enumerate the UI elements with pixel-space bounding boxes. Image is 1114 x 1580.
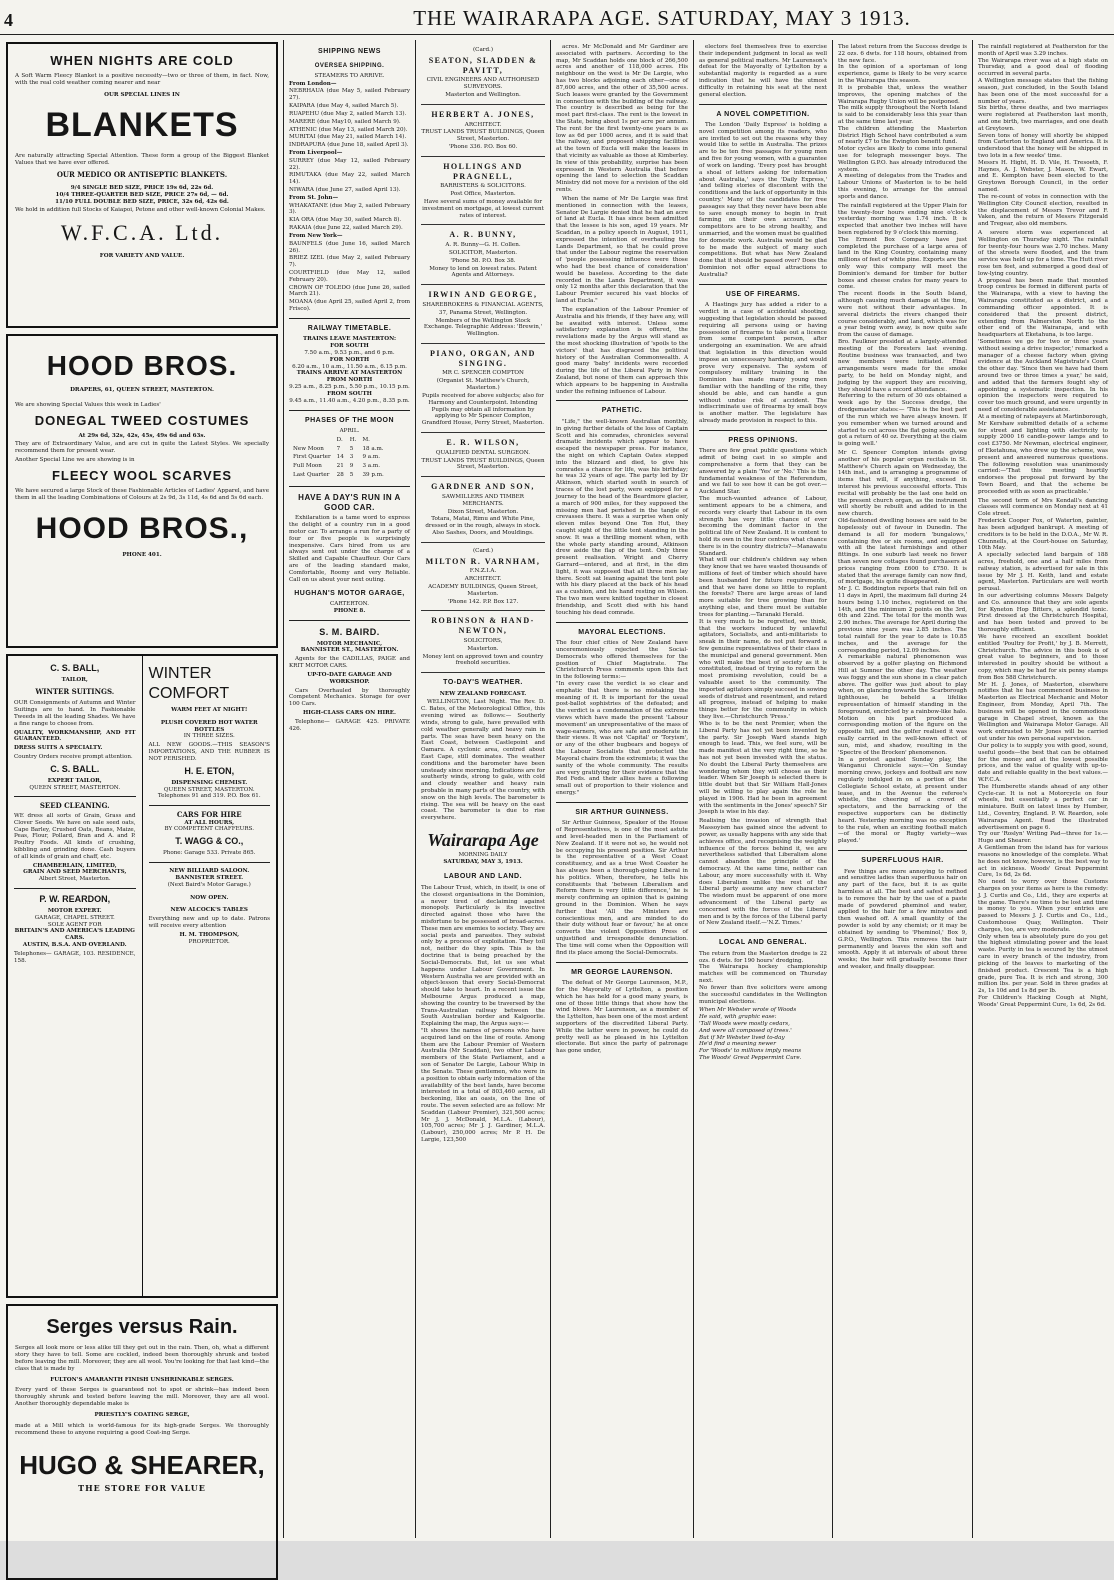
article-body: The four chief cities of New Zealand have unceremoniously rejected the Social-Democrats who offered themselves for the position of Chief Magistrate. The Christchurch Press comments upon this fact in the following terms:— "In every case the verdict is so clear and emphatic that there is no mistaking the meaning of it. It is important for the usual post-ballot sophistries of the defeated; and the verdict is a condemnation of the extreme views which have made the present 'Labour movement' an unrepresentative of the mass of wage-earners, who are safe and moderate in their views. It was not 'Capital' or 'Toryism', or any of the other bugbears and bogeys of the Labour Socialists that protected the Mayoral chairs from the extremists; it was the sanity of the whole community. The results are very gratifying for their evidence that the Red Feds. and their allies have a following small out of proportion to their violence and energy.": [556, 640, 688, 796]
card-line: SHAREBROKERS & FINANCIAL AGENTS,: [422, 301, 544, 308]
card-line: Have several sums of money available for investment on mortgage, at lowest current rates of interest.: [422, 198, 544, 219]
reardon-telephone: Telephones— GARAGE, 103. RESIDENCE, 158.: [14, 950, 136, 964]
ship-entry: SURREY (due May 12, sailed February 22).: [289, 157, 410, 171]
card-name: E. R. WILSON,: [446, 437, 520, 447]
small-ads-left: [8, 656, 143, 1296]
cards-column: [421, 42, 545, 1536]
billiard-head: NEW BILLIARD SALOON.: [169, 868, 250, 875]
ad-text: Exhilaration is a tame word to express the delight of a country run in a good motor car. To arrange a run for a party of four or five people is surprisingly inexpensive. Cars hired from us are always sent out under the charge of a Skilled and Capable Chauffeur. Our Cars are of the leading standard make, Comfortable, Roomy and very Reliable. Call on us about your next outing.: [289, 515, 410, 583]
ad-text: HIGH-CLASS CARS ON HIRE.: [302, 709, 397, 716]
ball-dress: DRESS SUITS A SPECIALTY.: [14, 745, 103, 752]
seed-address: Albert Street, Masterton.: [38, 876, 111, 883]
article-body: Realising the invasion of strength that Massoyism has gained since the advent to power, as usually happens with any side that achieves office, and recognising the weighty influence of the forces behind it, we are nevertheless satisfied that Liberalism alone cannot abandon the principle of the democracy. At the same time, neither can Labour, any more successfully with it. Why does Liberalism unlike the rest of the Liberal party assume any new character? The wisdom must be apparent of one more advancement of the Liberal party as concerned with the forces of the Liberal men and is by the forces of the Liberal party of New Zealand itself.—'N.Z. Times.': [699, 818, 829, 927]
card-line: 'Phone 58. P.O. Box 38.: [450, 257, 516, 264]
eton-address: QUEEN STREET, MASTERTON.: [163, 786, 255, 793]
ship-entry: BRIEZ IZEL (due May 2, sailed February 7).: [289, 255, 410, 269]
card-name: ROBINSON & HAND-NEWTON,: [431, 616, 535, 636]
ship-entry: BAUNFELS (due June 16, sailed March 26).: [289, 240, 410, 254]
section-heading: SIR ARTHUR GUINNESS.: [575, 808, 669, 816]
timetable-times: 7.50 a.m., 9.53 p.m., and 6 p.m.: [304, 350, 395, 356]
winter-body: ALL NEW GOODS.—THIS SEASON'S IMPORTATIONS, AND THE RUBBER IS NOT PERISHED.: [148, 742, 270, 762]
hugo-shearer-ad: [6, 1304, 278, 1580]
small-ads-block: [6, 654, 278, 1298]
card-line: TRUST LANDS TRUST BUILDINGS, Queen Street, Masterton.: [421, 457, 545, 471]
card-line: QUALIFIED DENTAL SURGEON.: [435, 449, 531, 456]
reardon-agent: SOLE AGENT FOR: [47, 921, 102, 928]
professional-card: [421, 47, 545, 105]
ad-headline: HAVE A DAY'S RUN IN A GOOD CAR.: [298, 492, 401, 512]
billiard-address: BANNISTER STREET.: [175, 874, 244, 881]
article-body: Few things are more annoying to refined and sensitive ladies than superfluous hair on any part of the face, but it is as quite harmless at all. The best and safest method is to remove the hair by the use of a paste made of powdered pheminol and water, applied to the hair for a few minutes and then washed off. A small quantity of the powder is sold by any chemist; or it may be obtained by sending to 'Pheminol,' Box 9, G.P.O., Wellington. This removes the hair permanently and leaves the skin soft and smooth. Apply it at intervals of about three weeks; the hair will gradually become finer and weaker, and finally disappear.: [838, 868, 967, 970]
card-label: (Card.): [472, 547, 493, 554]
column-divider: [283, 40, 284, 1538]
ad-text: Every yard of these Serges is guaranteed not to spot or shrink—has indeed been thoroughly shrunk and tested before leaving the mill. Moreover, they are all wool. Another thoroughly dependable make is: [15, 1387, 269, 1408]
ball-trade: TAILOR,: [61, 676, 88, 683]
timetable-label: FROM NORTH: [326, 377, 373, 384]
ad-footer: FOR VARIETY AND VALUE.: [99, 253, 185, 259]
eton-telephone: Telephones 91 and 319. P.O. Box 61.: [157, 793, 261, 800]
card-line: CIVIL ENGINEERS AND AUTHORISED SURVEYORS.: [426, 77, 540, 91]
article-body: "Life," the well-known Australian monthly, in giving further details of the loss of Captain Scott and his comrades, chronicles several dramatic incidents which appear to have escaped the newspaper press. For instance, the night on which Captain Oates stepped into the blizzard and died, to give his comrades a chance for life, was his birthday; he was 32 years of age. The party led by Dr Atkinson, which started south in search of traces of the lost party, were equipped for a journey to the head of the Beardmore glacier, a march of 900 miles, for they supposed the missing men had perished in the tangle of crevasses there. It was a surprise when only eleven miles beyond One Ton Hut, they caught sight of the little tent standing in the snow. It was a thrilling moment when, with the whole party standing around, Atkinson drew aside the flap of the tent. Only three present realisation. Wright and Cherry Garrard—entered, and at first, in the dim light, it was supposed that all three men lay there. Scott sat leaning against the tent pole with his diary placed at the back of his head as a cushion, and his hand resting on Wilson. The two men were knitted together in closest friendship, and Scott died with his hand touching his dead comrade.: [556, 418, 688, 616]
ad-lines-title: OUR SPECIAL LINES IN: [104, 92, 180, 99]
ball-expert: EXPERT TAILOR,: [47, 777, 102, 784]
ad-business-name: HUGO & SHEARER,: [19, 1450, 265, 1481]
article-body: The second term of Mrs Kendall's dancing classes will commence on Monday next at 41 Cole street. Frederick Cooper Fox, of Waterton, painter, has been adjudged bankrupt. A meeting of creditors is to be held in the D.O.A., Mr W. R. Chunnells, at the Court-house on Saturday, 10th May. A specially selected land bargain of 188 acres, freehold, one and a half miles from railway station, is advertised for sale in this issue by Mr J. H. Keith, land and estate agent, Masterton. Particulars are well worth perusal. In our advertising columns Messrs Dalgety and Co. announce that they are sole agents for Kyneton Hop Bitters, a splendid tonic. Pirst dressed at the Christchurch Hospital, and has been tested and proved to be thoroughly efficient. We have received an excellent booklet entitled 'Poultry for Profit,' by J. B. Merrett, Christchurch. The advice in this book is of great value to beginners, and to those interested in poultry should be without a copy, which may be had for six penny stamps from Box 588 Christchurch. Mr H. J. Jones, of Masterton, elsewhere notifies that he has commenced business in Masterton as Electrical Mechanic and Motor Engineer, from Monday, April 7th. The business will be opened in the commodious garage in Chapel street, known as the Wellington and Wairarapa Motor Garage. All work entrusted to Mr Jones will be carried out under his own personal supervision. Our policy is to supply you with good, sound, useful goods—the best that can be obtained for the money and at the lowest possible prices, and the value of quality with up-to-date and reliable quality in the best values.—W.F.C.A. The Humberette stands ahead of any other Cycle-car. It is not a Motorcycle on four wheels, but essentially a perfect car in miniature. Built on latest lines by Humber, Ltd., Coventry, England. P. W. Reardon, sole Wairarapa Agent. Read the illustrated advertisement on page 6. Try our 'Roslyn' Writing Pad—three for 1s.—Hugo and Shearer. A Gentleman from the island has for various reasons no knowledge of the complete. What he does not know, however, is the best way to act in sickness. Woods' Great Peppermint Cure, 1s 6d, 2s 6d. No need to worry over those Customs charges on your items as here is the remedy: J. J. Curtis and Co., Ltd., they are experts at the game. There's no time to be lost and time is money to you. When your entries are passed to Messrs J. J. Curtis and Co., Ltd., Customhouse Quay, Wellington. Their charges, too, are very moderate. Only when tea is absolutely pure do you get the highest stimulating power and the least waste. Purity in tea is secured by the utmost care in every branch of the industry, from picking of the leaves to marketing of the finished product. Crescent Tea is a high grade, pure Tea. It is rich and strong, 300 million lbs. per year. Sold in three grades at 2s, 1s 10d and 1s 8d per lb. For Children's Hacking Cough at Night, Woods' Great Peppermint Cure, 1s 6d, 2s 6d.: [978, 497, 1108, 1008]
moon-month: APRIL.: [339, 428, 360, 435]
seed-body: WE dress all sorts of Grain, Grass and Clover Seeds. We have on sale seed oats, Cape Barley, Crushed Oats, Beans, Maize, Peas, Flour, Pollard, Bran and A. and P. Poultry Foods. All kinds of crushing, kibbling and grinding done. Cash buyers of all kinds of grain and chaff, etc.: [14, 812, 136, 860]
ship-entry: RAKAIA (due June 22, sailed March 29).: [289, 225, 403, 232]
column-divider: [693, 40, 694, 1538]
weather-report: WELLINGTON, Last Night. The Rev. D. C. Bates, of the Meteorological Office, this evening wired as follows:— Southerly winds, strong to gale, have prevailed with cold weather generally and heavy rain in parts. The seas have been heavy on the East Coast, between Castlepoint and Oamaru. A cyclonic area, centred about East Cape, still dominates. The weather conditions and the barometer have been unsteady since morning. Indications are for southerly winds, strong to gale, with cold and cloudy weather and heavy rain probable in many parts of the country, with snow on the high levels. The barometer is rising. The sea will be heavy on the east coast. The barometer is due to rise everywhere.: [421, 699, 545, 822]
card-line: Pupils received for above subjects; also for Harmony and Counterpoint. Intending Pupils may obtain all information by applying to Mr Spencer Compton, Grandford House, Perry Street, Masterton.: [421, 392, 545, 427]
ship-entry: ATHENIC (due May 13, sailed March 20).: [289, 126, 408, 133]
card-name: HERBERT A. JONES,: [431, 109, 535, 119]
moon-table: [289, 435, 388, 481]
article-body: A Hastings jury has added a rider to a verdict in a case of accidental shooting, suggesting that legislation should be passed requiring all persons using or having possession of firearms to take out a licence from some competent person, after undergoing an examination. We are afraid that legislation in this direction would impose an unnecessary hardship, and would prove very expensive. The system of compulsory military training in the Dominion has made many young men familiar with the handling of the rifle, they should be able, and can handle a gun without undue risk of accident. The indiscriminate use of firearms by small boys is another matter. The legislature has already made provision in respect to this.: [699, 302, 827, 425]
ad-business-name: HUGHAN'S MOTOR GARAGE,: [294, 589, 405, 597]
wfca-blankets-ad: [6, 42, 278, 328]
timetable-label: TRAINS LEAVE MASTERTON:: [302, 336, 397, 343]
route-label: From New York—: [289, 232, 343, 239]
card-line: MR C. SPENCER COMPTON: [442, 370, 524, 377]
card-name: IRWIN AND GEORGE,: [428, 290, 538, 300]
ad-product: DONEGAL TWEED COSTUMES: [34, 412, 250, 428]
ball-body: OUR Consignments of Autumn and Winter Suitings are to hand. In Fashionable Tweeds in all the leading Shades. We have a fine range to choose from.: [14, 700, 136, 727]
paper-name: Wairarapa Age: [427, 830, 539, 851]
paper-date: SATURDAY, MAY 3, 1913.: [443, 858, 523, 865]
card-line: 37, Panama Street, Wellington.: [438, 309, 528, 316]
ad-product: FLEECY WOOL SCARVES: [51, 467, 233, 483]
card-line: ACADEMY BUILDINGS, Queen Street, Masterton.: [428, 583, 538, 597]
section-heading: TO-DAY'S WEATHER.: [443, 679, 523, 687]
professional-card: [421, 548, 545, 612]
article-body: acres. Mr McDonald and Mr Gardiner are associated with partners. According to the map, Mr Scaddan holds one block of 266,500 acres and another of 118,000 acres. His neighbour on the west is Mr De Largie, who has two blocks adjoining each other—one of 87,600 acres, and the other of 35,500 acres. Such leases were granted by the Government in connection with the building of the railway. The country is described as being for the most part first-class. The rent is the lowest in the State, being about 1s per acre per annum. The rent for the first twenty-one years is as low as 6d per 1000 acres, and it is said that the railway, and proposed shipping facilities at the town of Eucla will make the leases in that vicinity as valuable as those at Kimberley. In view of this probability, surprise has been expressed in Western Australia that before opening the land to selection the Scaddan Ministry did not move for a revision of the old rents.: [556, 44, 688, 194]
professional-card: [421, 482, 545, 543]
wagg-name: T. WAGG & CO.,: [175, 836, 244, 847]
hire-head: CARS FOR HIRE: [176, 810, 242, 820]
section-heading: MAYORAL ELECTIONS.: [578, 628, 666, 636]
ad-intro: A Soft Warm Fleecy Blanket is a positive necessity—two or three of them, in fact. Now, with the real cold weather coming nearer and near: [15, 72, 269, 86]
ship-entry: KIA ORA (due May 30, sailed March 8).: [289, 217, 402, 224]
ad-text: Serges all look more or less alike till they get out in the rain. Then, oh, what a different story they have to tell. Some are cockled, indeed been thoroughly shrunk and tested before leaving the mill. Moreover, they are all wool. You're looking for that last kind—the class that is made by: [15, 1345, 269, 1372]
route-label: From London—: [289, 80, 337, 87]
ship-entry: INDRAPURA (due June 18, sailed April 3).: [289, 142, 409, 149]
ad-text: Cars Overhauled by thoroughly Competent Mechanics. Storage for over 100 Cars.: [289, 687, 410, 708]
ad-telephone: Telephone— GARAGE 425. PRIVATE 426.: [289, 718, 410, 732]
eton-trade: DISPENSING CHEMIST.: [171, 779, 248, 786]
ball-name: C. S. BALL.: [50, 763, 100, 774]
moon-row: Last Quarter 28 5 39 p.m.: [293, 472, 384, 479]
ad-trade: MOTOR MECHANIC,: [316, 640, 383, 647]
card-line: F.N.Z.I.A.: [469, 568, 497, 575]
winter-head: WINTER COMFORT: [148, 665, 230, 702]
timetable-times: 9.45 a.m., 11.40 a.m., 4.20 p.m., 8.35 p.m.: [289, 397, 410, 404]
ad-tagline: THE STORE FOR VALUE: [78, 1483, 206, 1494]
section-heading: RAILWAY TIMETABLE.: [307, 324, 392, 332]
card-name: GARDNER AND SON,: [431, 482, 535, 492]
reardon-address: GARAGE, CHAPEL STREET.: [34, 914, 115, 921]
card-name: A. R. BUNNY,: [449, 230, 517, 240]
ad-brand: PRIESTLY'S COATING SERGE,: [94, 1411, 190, 1418]
editorial-column: [556, 42, 688, 1536]
card-name: HOLLINGS AND PRAGNELL,: [443, 161, 523, 181]
section-subheading: OVERSEA SHIPPING.: [314, 62, 385, 69]
article-body: When the name of Mr De Largie was first mentioned in connection with the leases, Senator De Largie denied that he had an acre of land at Eucla. It has since been admitted that the lessee is his son, aged 19 years. Mr Scaddan, in a policy speech in August, 1911, expressed the intention of overhauling the Lands Department, so that he could prove that under the Labour regime the reservation of 'people possessing influence were those who had the best chance of consideration' would be baseless. According to the date recorded in the Lands Department, it was only 12 months after this declaration that the Labour Premier secured his vast blocks of land at Eucla.": [556, 195, 688, 305]
moon-row: First Quarter 14 3 9 a.m.: [293, 454, 380, 461]
ad-address: CARTERTON.: [330, 601, 369, 608]
card-line: TRUST LANDS TRUST BUILDINGS, Queen Street, Masterton.: [421, 129, 545, 143]
paper-subtitle: MORNING DAILY: [458, 852, 508, 859]
ad-address: DRAPERS, 61, QUEEN STREET, MASTERTON.: [70, 387, 214, 394]
billiard-next: (Next Baird's Motor Garage.): [167, 881, 251, 888]
card-line: BARRISTERS & SOLICITORS.: [440, 183, 526, 190]
card-line: ARCHITECT.: [464, 121, 502, 128]
card-name: MILTON R. VARNHAM,: [425, 556, 541, 566]
professional-card: [421, 349, 545, 433]
page-number: 4: [4, 10, 13, 30]
timetable-times: 9.25 a.m., 8.25 p.m., 5.50 p.m., 10.15 p.m.: [289, 384, 410, 391]
card-line: Money to lend on lowest rates. Patent Agents and Attorneys.: [429, 265, 537, 279]
reardon-trade: MOTOR EXPERT.: [47, 908, 102, 915]
section-heading: LOCAL AND GENERAL.: [719, 939, 807, 947]
ad-phone: PHONE 8.: [333, 607, 366, 614]
card-name: SEATON, SLADDEN & PAVITT,: [428, 55, 538, 75]
timetable-label: FOR SOUTH: [330, 343, 369, 350]
section-heading: MR GEORGE LAURENSON.: [571, 968, 673, 976]
ad-address: BANNISTER ST., MASTERTON.: [300, 647, 399, 654]
ad-text: Another Special Line we are showing is in: [15, 457, 135, 464]
section-heading: SHIPPING NEWS: [318, 48, 381, 55]
section-heading: PHASES OF THE MOON: [304, 416, 395, 424]
ad-price: 11/10 FULL DOUBLE BED SIZE, PRICE, 32s 6d, 42s 6d.: [55, 198, 229, 205]
moon-col-header: D.: [336, 436, 343, 443]
article-body: A severe storm was experienced at Wellington on Thursday night. The rainfall for twenty-four hours was 2.70 inches. Many of the streets were flooded, and the tram service was held up for a time. The Hutt river rose ten feet, and submerged a good deal of low-lying country. A proposal has been made that mounted troop centres be formed in different parts of the Wairarapa, with a view to having the Wairarapa constituted as a district, and a commanding officer appointed. It is considered that the present district, extending from Palmerston North to the other end of the Wairarapa, and with headquarters at Eketahuna, is too large. 'Sometimes we go for two or three years without seeing a drive inspector,' remarked a manager of a cheese factory when giving evidence at the Auckland Magistrate's Court the other day. 'Since then we have had them around two or three times a year,' he said, and added that the farmers fought shy of appointing a systematic inspection. In his opinion the inspectors were required to cover too much ground, and were urgently in need of considerable assistance. At a meeting of ratepayers at Martinborough, Mr Kershaw submitted details of a scheme for street and lighting with electricity to supply 2000 16 candle-power lamps and to cost £3750. Mr Newman, electrical engineer, of Eketahuna, who drew up the scheme, was present and answered numerous questions. The following resolution was unanimously carried:—'That this meeting heartily endorses the proposal put forward by the Town Board, and that the scheme be proceeded with as soon as practicable.': [978, 229, 1108, 495]
professional-card: [421, 110, 545, 157]
card-line: A. R. Bunny—G. H. Collen.: [445, 242, 521, 249]
card-line: Members of the Wellington Stock Exchange. Telegraphic Address: 'Brewin,' Wellington.: [423, 317, 543, 338]
article-body: The rainfall registered at Featherston for the month of April was 3.29 inches. The Wairarapa river was at a high state on Thursday, and a good deal of flooding occurred in several parts. A Wellington message states that the fishing season, just concluded, in the South Island has been one of the most successful for a number of years. Six births, three deaths, and two marriages were registered at Featherston last month, and one birth, two marriages, and one death at Greytown. Seven tons of honey will shortly be shipped from Carterton to England and America. It is understood that the honey will be shipped in two lots in a few weeks' time. Messrs H. Hight, H. D. Vile, H. Tresoeth, F. Haynes, A. J. Webster, J. Mason, W. Ewart, and E. Kempton have been elected to the Greytown Borough Council, in the order named. The re-count of votes in connection with the Wellington City Council election, resulted in the displacement of Messrs Trevor and F. Vaken, and the return of Messrs Fitzgerald and Tregear, also old members.: [978, 44, 1108, 228]
card-label: (Card.): [472, 47, 493, 53]
moon-row: New Moon 7 5 18 a.m.: [293, 445, 384, 452]
hood-bros-ad: [6, 334, 278, 648]
reardon-makes: AUSTIN, B.S.A. AND OVERLAND.: [22, 942, 127, 949]
local-news-column: [978, 42, 1108, 1536]
ad-headline: WHEN NIGHTS ARE COLD: [50, 53, 234, 68]
ad-text: They are of Extraordinary Value, and are cut in quite the Latest Styles. We specially recommend them for present wear.: [15, 441, 269, 455]
reardon-name: P. W. REARDON,: [39, 894, 111, 905]
card-line: SOLICITOR, Masterton.: [448, 249, 518, 256]
professional-cards: [421, 47, 545, 673]
column-divider: [832, 40, 833, 1538]
column-divider: [550, 40, 551, 1538]
ship-entry: MURITAI (due May 21, sailed March 14).: [289, 134, 407, 141]
shipping-column: [289, 42, 410, 1536]
ad-phone: PHONE 401.: [122, 551, 162, 558]
article-body: Sir Arthur Guinness, Speaker of the House of Representatives, is one of the most astute and level-headed men in the Parliament of New Zealand. If it were not so, he would not be occupying his present position. Sir Arthur is the representative of a West Coast constituency, and as a true West Coaster he has always been a thorough-going Liberal in his politics. When, therefore, he tells his constituents that 'between Liberalism and Reform there is very little difference,' he is merely confirming an opinion that is gaining ground in the Dominion. When he says further that 'All the Ministers are conscientious men, and are minded to do their duty without fear or favour,' he at once converts the violent Opposition Press of unjustified and irresponsible denunciation. The time will come when the Opposition will find its place among the Social-Democrats.: [556, 820, 688, 956]
ad-text: Agents for the CADILLAS, PAIGE and KRIT MOTOR CARS.: [289, 656, 410, 670]
verse: When Mr Webster wrote of Woods He said, with graphic ease: 'Tall Woods were mostly cedars, And were all composed of trees.' But if Mr Webster lived to-day He'd find a meaning newer For 'Woods' to millions imply means The Woods' Great Peppermint Cure.: [699, 1007, 802, 1061]
ship-entry: WHAKATANE (due May 2, sailed February 3).: [289, 202, 410, 216]
article-body: The London 'Daily Express' is holding a novel competition among its readers, who are invited to set out the reasons why they would like to settle in Australia. The prizes are to be ten free passages for young men and five for young women, with a guarantee of work on landing. 'Every post has brought a shoal of letters asking for information about Australia,' says the 'Daily Express,' 'and telling stories of discontent with the conditions and the lack of opportunity in this country.' Many of the candidates for free passages say that they never have been able to save enough money to begin in fruit farming on their own account.' The competitors are to be strong healthy, and unmarried, and the women must be qualified for domestic work. Australia would be glad to be made the subject of many such competitions. But what has New Zealand done that it should be passed over? Does the Dominion not offer equal attractions to Australia?: [699, 122, 828, 278]
section-heading: SUPERFLUOUS HAIR.: [861, 857, 944, 865]
small-ads-right: [143, 656, 277, 1296]
ad-subhead: OUR MEDICO OR ANTISEPTIC BLANKETS.: [56, 170, 228, 180]
ball-address: QUEEN STREET, MASTERTON.: [29, 784, 121, 791]
article-body: The Labour Trust, which, in itself, is one of the closest organisations in the Dominion, a never tired of declaiming against monopoly. Particularly is its invective directed against those who have the misfortune to be possessed of broad-acres. These men are enemies to society. They are social pests and parasites. They subsist only by a process of exploitation. They toil not, neither do they spin. This is the doctrine that is being preached by the Social-Democrats. But, let us see what happens under Labour Government. In Western Australia we are provided with an object-lesson that every Social-Democrat should take to heart. In a recent issue the Melbourne Argus produced a map, showing the country to be traversed by the Trans-Australian railway between the South Australian border and Kalgoorlie. Explaining the map, the Argus says:— "It shows the names of persons who have acquired land on the line of route. Among them are the Labour Premier of Western Australia (Mr Scaddan), two other Labour members of the State Parliament, and a son of Senator De Largie, Labour Whip in the Senate. These gentlemen, who were in a position to obtain early information of the availability of the best lands, have become interested in a total of 803,460 acres, all beckoning, like an oasis, on the line of route. The seven selected are as follow: Mr Scaddan (Labour Premier), 321,500 acres; Mr J. J. McDonald, M.L.A. (Labour), 105,700 acres; Mr J. J. Gardiner, M.L.A. (Labour), 250,000 acres; Mr P. H. De Largie, 123,500: [421, 884, 545, 1144]
winter-sizes: IN THREE SIZES.: [183, 733, 235, 740]
card-line: Money lent on approved town and country freehold securities.: [422, 653, 544, 667]
article-body: The latest return from the Success dredge is 22 ozs. 6 dwts. for 118 hours, obtained from the new face. In the opinion of a sportsman of long experience, game is likely to be very scarce in the Wairarapa this season. It is probable that, unless the weather improves, the opening matches of the Wairarapa Rugby Union will be postponed. The milk supply throughout the North Island is said to be considerably less this year than at the same time last year. The children attending the Masterton District High School have contributed a sum of nearly £7 to the Ewington benefit fund. Motor cycles are likely to come into general use for telegraph messenger boys. The Wellington G.P.O. has already introduced the system. A meeting of delegates from the Trades and Labour Unions of Masterton is to be held this evening, to arrange for the annual sports and dance.: [838, 44, 967, 200]
ad-text: UP-TO-DATE GARAGE AND WORKSHOP.: [307, 671, 392, 685]
section-heading: USE OF FIREARMS.: [725, 290, 801, 298]
ad-text: made at a Mill which is world-famous for its high-grade Serges. We thoroughly recommend these to anyone requiring a good Coat-ing Serge.: [15, 1422, 269, 1436]
ball-country: Country Orders receive prompt attention.: [14, 754, 133, 760]
ship-entry: NEBRHAUA (due May 5, sailed February 27).: [289, 88, 410, 102]
ad-prices: At 29s 6d, 32s, 42s, 45s, 49s 6d and 63s.: [78, 432, 206, 439]
card-line: 'Phone 142. P.P. Box 127.: [447, 598, 519, 605]
hire-by: BY COMPETENT CHAFFEURS.: [164, 826, 255, 833]
card-line: Post Office, Masterton.: [450, 191, 516, 198]
card-line: Dixon Street, Masterton.: [447, 508, 519, 515]
timetable-times: 6.20 a.m., 10 a.m., 11.50 a.m., 6.15 p.m.: [292, 363, 407, 370]
winter-sub: WARM FEET AT NIGHT!: [171, 707, 248, 714]
ad-business-name: HOOD BROS.: [46, 350, 238, 381]
section-subheading: STEAMERS TO ARRIVE.: [314, 72, 385, 79]
card-line: Masterton.: [467, 645, 499, 652]
ad-text: We have secured a large Stock of these Fashionable Articles of Ladies' Apparel, and have them in all the leading Combinations of Colours at 2s 9d, 3s 11d, 4s 6d and 5s 6d each.: [15, 487, 269, 501]
section-heading: LABOUR AND LAND.: [443, 873, 523, 881]
seed-trade: GRAIN AND SEED MERCHANTS,: [23, 869, 127, 876]
article-body: electors feel themselves free to exercise their independent judgment in local as well as general political matters. Mr Laurenson's defeat for the Mayoralty of Lyttelton by a substantial majority is regarded as a sure indication that he will have the utmost difficulty in retaining his seat at the next general election.: [699, 44, 827, 98]
news-column: [699, 42, 827, 1536]
article-body: Mr C. Spencer Compton intends giving another of his popular organ recitals in St. Matthew's Church again on Wednesday, the 14th inst., and is arranging a programme of items that will, if anything, exceed in interest his previous successful efforts. This recital will probably be the last one held on the present church organ, as the instrument will shortly be rebuilt and added to in the new church. Old-fashioned dwelling houses are said to be hopelessly out of favour in Dunedin. The demand is all for modern 'bungalows,' containing five or six rooms, and equipped with all the latest furnishings and other fittings. In one suburb last week no fewer than seven new cottages found purchasers at prices ranging from £600 to £750. It is stated that the average family can now find, of mortgage, his quite disappeared. Mr J. C. Boddington reports that rain fell on 11 days in April, the maximum fall during 24 hours being 1.10 inches, registered on the 14th, and the minimum 2 points on the 3rd, 6th and 22nd. The total for the month was 2.90 inches. The average for April during the previous nine years was 2.85 inches. The total rainfall for the year to date is 10.85 inches, and the average for the corresponding period, 12.09 inches. A remarkable natural phenomenon was observed by a golfer playing on Richmond Hill at Sumner the other day. The weather was foggy and the sun shone in a clear patch above. The golfer was just about to play when, on glancing towards the Scarborough lighthouse, he beheld a lifelike representation of himself standing in the foreground, encircled by a rainbow-like halo. Motion on his part produced a corresponding motion of the figure on the opposite hill, and the golfer realised it was really carried in the well-known effect of sun, mist, and shadow, resulting in the 'Spectre of the Brocken' phenomenon. In a protest against Sunday play, the Wanganui Chronicle says:—'On Sunday morning crews, jockeys and football are now regularly indulged in on a portion of the Collegiate School estate, at present under lease, and in the Avenue the referee's whistle, the cheering of a crowd of spectators, and the barracking of the respective supporters can be distinctly heard. Yesterday morning was no exception to the rule, when an exciting football match—of the moral or Rugby variety—was played.': [838, 449, 967, 845]
timetable-label: FROM SOUTH: [327, 390, 372, 397]
ball-quality: QUALITY, WORKMANSHIP, AND FIT GUARANTEED.: [14, 729, 136, 743]
ad-price: 9/4 SINGLE BED SIZE, PRICE 19s 6d, 22s 6d.: [70, 184, 214, 191]
article-body: The rainfall registered at the Upper Plain for the twenty-four hours ending nine o'clock yesterday morning was 1.74 inch. It is expected that another two inches will have been registered by 9 o'clock this morning. The Ermont Box Company have just completed the purchase of a large area of land in the King Country, containing many millions of feet of white pine. Exports are the only way this company will meet the Dominion's demand for timber for butter boxes and cheese crates for many years to come. The recent floods in the South Island, although causing much damage at the time, were not without their advantages. In several districts the rivers changed their course considerably, and land, which was for a year being worn away, is now quite safe from the cause of damage. Bro. Faulkner presided at a largely-attended meeting of the Foresters last evening. Routine business was transacted, and two new members were initiated. Final arrangements were made for the smoke party, to be held on Monday night, and judging by the support they are receiving, they should have a record attendance. Referring to the return of 30 ozs obtained a week ago by the Success dredge, the dredgemaster states:— 'This is the best part of the run which we have always known. If you remember when we turned around and started to cut across the flat going south, we got a return of 40 oz. Everything at the claim is going well.': [838, 202, 967, 448]
local-news-column: [838, 42, 967, 1536]
professional-card: [421, 616, 545, 673]
ad-business-name: S. M. BAIRD.: [319, 626, 380, 637]
ship-entry: RIMUTAKA (due May 22, sailed March 14).: [289, 172, 410, 186]
section-heading: A NOVEL COMPETITION.: [716, 110, 810, 118]
card-line: Totara, Matai, Rimu and White Pine, dressed or in the rough, always in stock. Also Sashes, Doors, and Mouldings.: [425, 516, 541, 536]
newspaper-title: THE WAIRARAPA AGE. SATURDAY, MAY 3 1913.: [413, 6, 911, 30]
moon-row: Full Moon 21 9 3 a.m.: [293, 463, 380, 470]
section-heading: PATHETIC.: [601, 407, 643, 415]
ball-head: WINTER SUITINGS.: [35, 686, 115, 696]
ad-headline: Serges versus Rain.: [46, 1316, 238, 1338]
ad-text: We are showing Special Values this week in Ladies': [15, 401, 161, 408]
ship-entry: MARERE (due May10, sailed March 9).: [289, 118, 401, 125]
card-line: Masterton and Wellington.: [445, 91, 521, 98]
ad-brand: FULTON'S AMARANTH FINISH UNSHRINKABLE SERGES.: [50, 1376, 234, 1383]
billiard-owner: H. M. THOMPSON,: [179, 931, 240, 938]
article-body: The explanation of the Labour Premier of Australia and his friends, if they have any, will be awaited with interest. Unless some satisfactory explanation is offered, the revelations made by the Argus will stand as the most shocking illustration of 'spoils to the victors' that has disgraced the political history of the Australian Commonwealth. A good many 'baby' incidents were recorded during the life of the Liberal Party in New Zealand, but none of them can approach this which appears to be happening in Australia under the refining influence of Labour.: [556, 306, 688, 395]
professional-card: [421, 290, 545, 344]
professional-card: [421, 438, 545, 477]
card-line: SAWMILLERS AND TIMBER MERCHANTS.: [442, 493, 524, 507]
route-label: From Liverpool—: [289, 149, 343, 156]
article-body: The return from the Masterton dredge is 22 ozs. 6 dwts. for 190 hours' dredging. The Wairarapa hockey championship matches will be commenced on Thursday next. No fewer than five solicitors were among the successful candidates in the Wellington municipal elections.: [699, 950, 827, 1005]
masthead-rule: [0, 34, 1114, 35]
card-line: SOLICITORS,: [463, 637, 503, 644]
eton-name: H. E. ETON,: [184, 765, 235, 776]
ball-name: C. S. BALL,: [50, 663, 100, 673]
professional-card: [421, 230, 545, 285]
card-line: ARCHITECT.: [464, 576, 502, 583]
card-line: (Organist St. Matthew's Church, Masterton.): [436, 378, 530, 392]
billiard-body: Everything new and up to date. Patrons will receive every attention: [148, 916, 270, 929]
seed-head: SEED CLEANING.: [39, 801, 110, 811]
ship-entry: CROWN OF TOLEDO (due June 26, sailed March 21).: [289, 284, 410, 298]
paper-banner: [421, 830, 545, 865]
article-body: The defeat of Mr George Laurenson, M.P., for the Mayoralty of Lyttelton, a position which he has held for a good many years, is one of those little things that show how the wind blows. Mr Laurenson, as a member of the Lyttelton, has been one of the most ardent supporters of the discredited Liberal Party. While the latter were in power, he could do pretty well as he pleased in his Lyttelton electorate. But since the party of patronage has gone under,: [556, 980, 688, 1055]
ship-entry: RUAPEHU (due May 2, sailed March 13).: [289, 110, 407, 117]
ad-body: Are naturally attracting Special Attention. These form a group of the Biggest Blanket Values that we have ever offered.: [15, 152, 269, 166]
ship-entry: MOANA (due April 25, sailed April 2, from Frisco).: [289, 299, 410, 313]
section-subheading: NEW ZEALAND FORECAST.: [439, 690, 527, 697]
professional-card: [421, 162, 545, 226]
winter-bottles: PLUSH COVERED HOT WATER BOTTLES: [160, 719, 258, 733]
card-name: PIANO, ORGAN, AND SINGING.: [430, 348, 536, 368]
ad-product: BLANKETS: [45, 106, 239, 145]
advertisement-column: [6, 42, 278, 1536]
billiard-open: NOW OPEN.: [190, 894, 229, 901]
ad-price: 10/4 THREE-QUARTER BED SIZE, PRICE 27s 6d, — 6d.: [55, 191, 229, 198]
ad-business-name: HOOD BROS.,: [35, 512, 249, 546]
timetable-label: TRAINS ARRIVE AT MASTERTON: [296, 370, 403, 377]
ship-entry: NIWARA (due June 27, sailed April 13).: [289, 187, 401, 194]
article-body: There are few great public questions which admit of being cast in so simple and comprehensive a form that they can be answered by a plain 'Yes' or 'No.' This is the fundamental weakness of the Referendum, and we fail to see how it can be got over.—Auckland Star. The much-vaunted advance of Labour, sentiment appears to be a chimera, and records very clearly that Labour in its own strength has very little chance of ever becoming the dominant factor in the political life of New Zealand. It is content to hold its own in the four centres what chance there is in the country districts?—Manawatu Standard. What will our children's children say when they know that we have wasted thousands of millions of feet of timber which should have been husbanded for future requirements, and that we have done so little to replant the forests? There are large areas of land more suitable for tree growing than for anything else, and there must be suitable trees for planting.—Taranaki Herald. It is very much to be regretted, we think, that the workers induced by unlawful agitators, Socialists, and anti-militarists to sneak in their name, do not put forward a few genuine representatives of their class in the municipal and general government. Men who will make the best of society as it is constituted, instead of trying to reform the most promising revolution, could be a valuable asset to the community. The imported agitators simply succeed in sowing seeds of distrust and resentment, and retard all progress, instead of helping to make things better for the community in which they live.—Christchurch 'Press.' Who is to be the next Premier, when the Liberal Party has not yet been invented by the party. Sir Joseph Ward stands high enough to lead. This, we feel sure, will be made manifest at the very right time, so he has not yet been invested with the status. No doubt the Liberal Party themselves are wondering whom they will choose as their leader. When Sir Joseph is selected there is little doubt but that Sir William Hall-Jones will be willing to play again the role he played in 1906. Had he been in agreement with the sentiments in the Jones' speech? Sir Joseph is wise in his day.: [699, 448, 827, 816]
billiard-tables: NEW ALCOCK'S TABLES: [170, 907, 248, 914]
section-heading: PRESS OPINIONS.: [728, 436, 798, 444]
moon-col-header: H.: [349, 436, 357, 443]
wfca-logo: W.F.C.A. Ltd.: [60, 220, 224, 246]
ship-entry: COURTFIELD (due May 12, sailed February 20).: [289, 269, 410, 283]
ad-note: We hold in addition full Stocks of Kaiapoi, Petone and other well-known Colonial Makes.: [15, 207, 266, 214]
masthead: [0, 0, 1114, 34]
wagg-telephone: Phone: Garage 533. Private 865.: [162, 850, 256, 857]
reardon-cars: BRITAIN'S AND AMERICA'S LEADING CARS.: [14, 928, 135, 942]
column-divider: [415, 40, 416, 1538]
column-divider: [972, 40, 973, 1538]
billiard-proprietor: PROPRIETOR.: [188, 938, 230, 945]
timetable-label: FOR NORTH: [329, 356, 370, 363]
seed-name: CHAMBERLAIN, LIMITED,: [32, 862, 117, 869]
ship-entry: KAIPARA (due May 4, sailed March 5).: [289, 103, 399, 110]
moon-col-header: M.: [362, 436, 370, 443]
hire-sub: AT ALL HOURS,: [184, 819, 235, 826]
card-line: 'Phone 336. P.O. Box 60.: [448, 143, 518, 150]
route-label: From St. John—: [289, 194, 339, 201]
